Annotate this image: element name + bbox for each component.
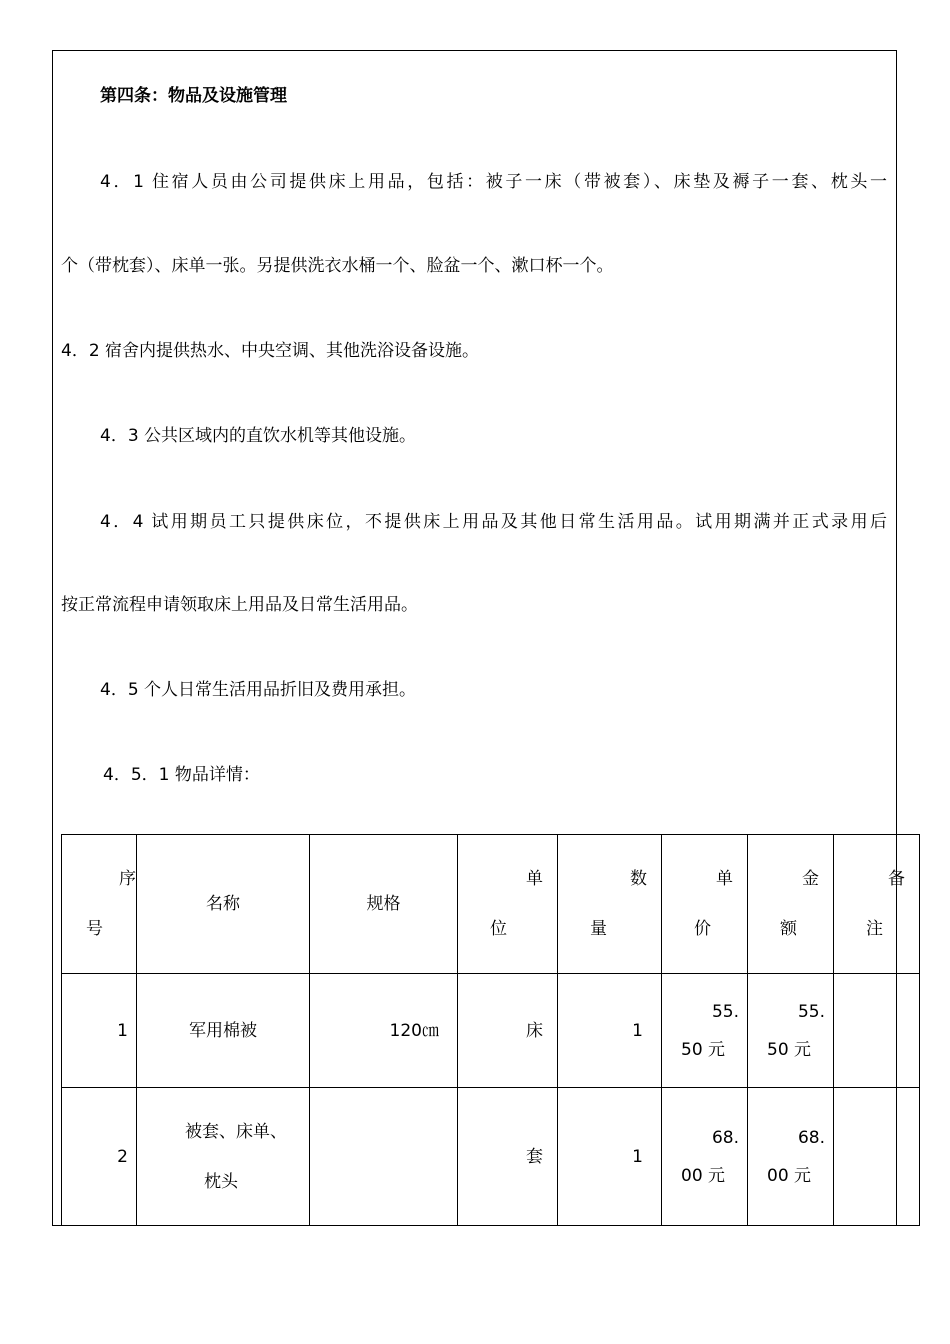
article-heading: 第四条：物品及设施管理 [100,86,287,106]
table-row [62,1088,920,1226]
header-price [662,835,748,974]
row2-price [662,1088,748,1226]
row1-note [834,974,920,1088]
paragraph-4-1-line-2: 个（带枕套）、床单一张。另提供洗衣水桶一个、脸盆一个、漱口杯一个。 [61,256,614,276]
paragraph-4-1-line-1: 4．1 住宿人员由公司提供床上用品，包括：被子一床（带被套）、床垫及褥子一套、枕头一 [100,172,887,192]
table-row [62,974,920,1088]
header-unit [458,835,558,974]
row2-spec [310,1088,458,1226]
row2-amount-b: 00 元 [767,1165,812,1186]
row2-price-b: 00 元 [681,1165,726,1186]
row1-price [662,974,748,1088]
header-no [62,835,137,974]
header-qty-a: 数 [630,869,647,889]
paragraph-4-2: 4．2 宿舍内提供热水、中央空调、其他洗浴设备设施。 [61,341,480,361]
row1-amount [748,974,834,1088]
row1-spec: 120㎝ [310,974,458,1088]
items-table [61,834,920,1226]
row1-price-a: 55. [711,1001,739,1022]
row2-amount [748,1088,834,1226]
row1-unit: 床 [458,974,558,1088]
row1-amount-a: 55. [797,1001,825,1022]
row2-name-a: 被套、床单、 [185,1121,287,1142]
paragraph-4-3: 4．3 公共区域内的直饮水机等其他设施。 [100,426,417,446]
paragraph-4-5: 4．5 个人日常生活用品折旧及费用承担。 [100,680,417,700]
header-unit-a: 单 [526,869,543,889]
table-header-row [62,835,920,974]
row1-name: 军用棉被 [137,974,310,1088]
row2-name [137,1088,310,1226]
row1-amount-b: 50 元 [767,1039,812,1060]
row2-price-a: 68. [711,1127,739,1148]
header-note-a: 备 [888,869,905,889]
header-name-label: 名称 [206,894,240,914]
row2-name-b: 枕头 [204,1171,238,1192]
header-qty [558,835,662,974]
header-amount-b: 额 [780,919,797,939]
row2-amount-a: 68. [797,1127,825,1148]
row2-note [834,1088,920,1226]
row1-no: 1 [62,974,137,1088]
row2-qty: 1 [558,1088,662,1226]
header-price-a: 单 [716,869,733,889]
header-amount-a: 金 [802,869,819,889]
row2-unit: 套 [458,1088,558,1226]
row2-no: 2 [62,1088,137,1226]
header-price-b: 价 [694,919,711,939]
header-qty-b: 量 [590,919,607,939]
header-no-b: 号 [86,919,103,939]
paragraph-4-4-line-2: 按正常流程申请领取床上用品及日常生活用品。 [61,595,418,615]
header-spec [310,835,458,974]
header-note [834,835,920,974]
header-amount [748,835,834,974]
header-unit-b: 位 [490,919,507,939]
header-no-a: 序 [119,869,136,889]
header-spec-label: 规格 [366,894,401,914]
paragraph-4-5-1: 4．5．1 物品详情： [103,765,260,785]
header-note-b: 注 [866,919,883,939]
paragraph-4-4-line-1: 4．4 试用期员工只提供床位，不提供床上用品及其他日常生活用品。试用期满并正式录用后 [100,512,887,532]
row1-price-b: 50 元 [681,1039,726,1060]
row1-qty: 1 [558,974,662,1088]
header-name [137,835,310,974]
